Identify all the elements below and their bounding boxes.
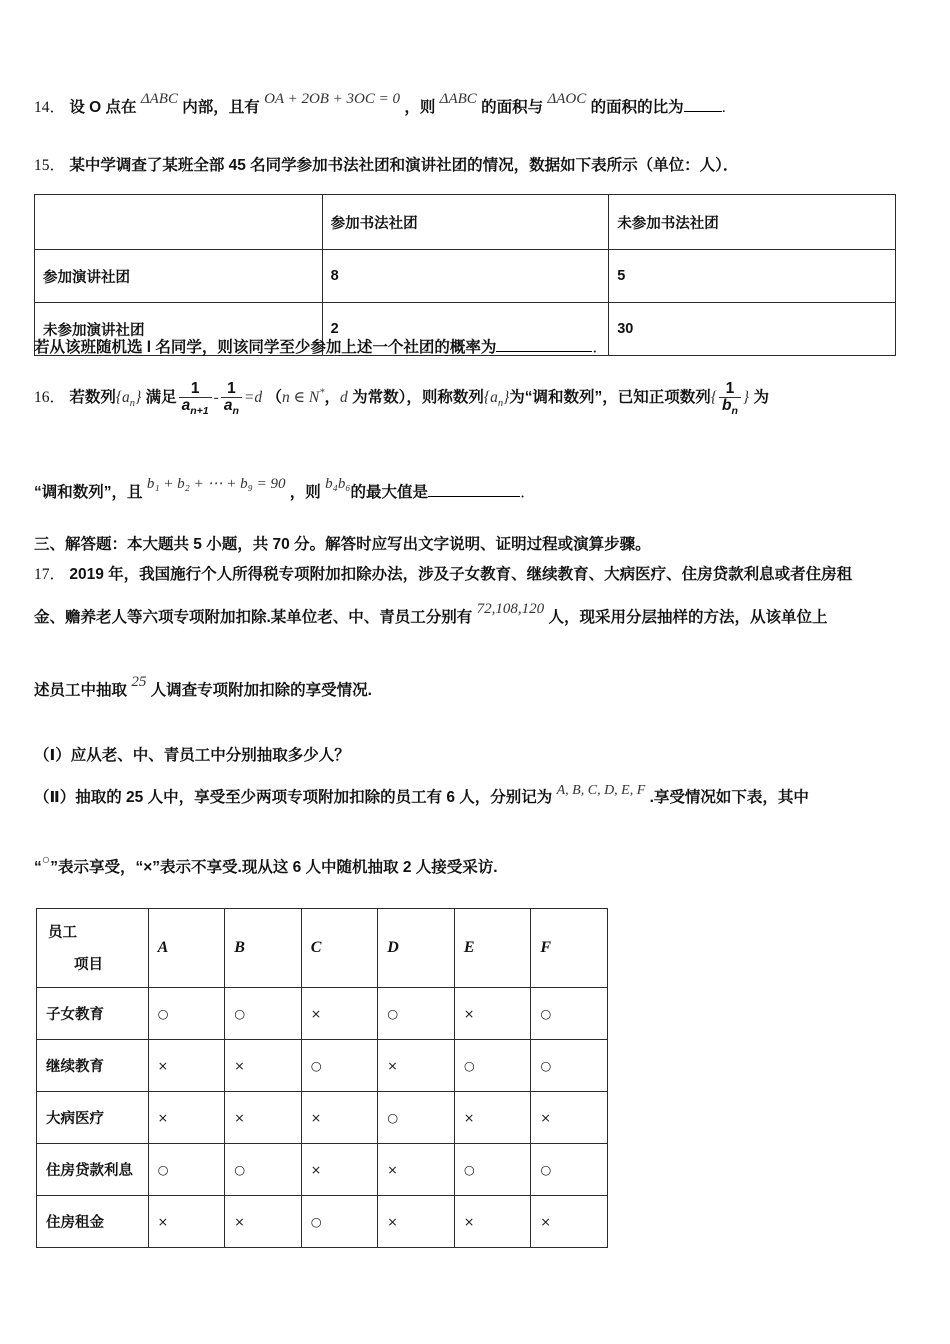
table-cell-mark: ×: [225, 1040, 302, 1092]
table-cell-mark: ×: [531, 1196, 608, 1248]
legend-text: ”表示享受，“×”表示不享受.现从这 6 人中随机抽取 2 人接受采访.: [50, 859, 498, 876]
table-cell-mark: ○: [454, 1040, 531, 1092]
question-17-text-line-1: 2019 年，我国施行个人所得税专项附加扣除办法，涉及子女教育、继续教育、大病医疗、住房贷款利息或者住房租: [69, 566, 853, 583]
table-row: [35, 250, 896, 303]
question-16-text-3: （: [266, 388, 282, 406]
table-header-e: E: [454, 909, 531, 988]
question-16-fraction-1: [179, 381, 212, 417]
corner-diagonal-labels: [46, 917, 139, 979]
table-cell-value: 8: [322, 250, 609, 303]
corner-label-item: 项目: [74, 957, 103, 973]
fraction-denominator: [179, 398, 212, 417]
question-16-text-2: 满足: [145, 388, 177, 406]
table-cell-mark: ×: [301, 1092, 378, 1144]
question-16-number: 16．: [34, 388, 66, 406]
question-15-stem: [34, 154, 918, 177]
row-label-child-education: 子女教育: [37, 988, 149, 1040]
table-header-calligraphy-no: 未参加书法社团: [609, 195, 896, 250]
fraction-denominator: [719, 398, 741, 417]
question-15-text: 某中学调查了某班全部 45 名同学参加书法社团和演讲社团的情况，数据如下表所示（单位：人）．: [69, 157, 739, 174]
question-14-math-triangle-abc-2: ΔABC: [439, 91, 477, 107]
table-cell-mark: ×: [454, 988, 531, 1040]
table-cell-mark: ×: [301, 988, 378, 1040]
question-17-number: 17．: [34, 566, 66, 583]
table-cell-value: 5: [609, 250, 896, 303]
table-header-calligraphy-yes: 参加书法社团: [322, 195, 609, 250]
question-14-number: 14．: [34, 99, 66, 116]
question-16-n-in-n: n ∈ N: [281, 388, 320, 406]
denominator-base: a: [181, 397, 191, 415]
table-cell-mark: ○: [531, 1040, 608, 1092]
table-cell-mark: ○: [531, 1144, 608, 1196]
table-cell-mark: ○: [301, 1040, 378, 1092]
table-cell-mark: ×: [454, 1092, 531, 1144]
table-cell-mark: ○: [225, 1144, 302, 1196]
question-17-legend: [34, 853, 918, 879]
row-label-housing-loan-interest: 住房贷款利息: [37, 1144, 149, 1196]
row-label-continuing-education: 继续教育: [37, 1040, 149, 1092]
question-17-employee-counts: 72,108,120: [476, 601, 545, 617]
table-cell-mark: ×: [531, 1092, 608, 1144]
question-16-seq-a-close: }: [135, 388, 142, 406]
question-14-math-triangle-abc: ΔABC: [140, 91, 178, 107]
table-cell-mark: ×: [454, 1196, 531, 1248]
question-14-text-5: 的面积的比为: [590, 99, 684, 116]
table-cell-mark: ×: [378, 1040, 455, 1092]
question-16-line-2: [34, 476, 918, 505]
fraction-numerator: 1: [221, 381, 242, 398]
table-corner-cell: [37, 909, 149, 988]
question-17-sample-size: 25: [131, 674, 147, 690]
table-row: [37, 1092, 608, 1144]
question-17-text-line-2a: 金、赡养老人等六项专项附加扣除.某单位老、中、青员工分别有: [34, 609, 473, 626]
question-17-part-1-text: （Ⅰ）应从老、中、青员工中分别抽取多少人？: [34, 747, 350, 764]
question-17-text-line-3a: 述员工中抽取: [34, 682, 128, 699]
question-16-seq-a2-sub: n: [497, 397, 504, 409]
question-16-seq-a2-open: {a: [483, 388, 498, 406]
question-16-line2-text-1: “调和数列”，且: [34, 484, 143, 501]
question-16-text-6: 为“调和数列”，已知正项数列: [509, 388, 711, 406]
question-17-part-2-text-b: .享受情况如下表，其中: [649, 789, 809, 806]
denominator-subscript: n: [731, 405, 738, 418]
section-3-heading: [34, 533, 918, 556]
fraction-numerator: 1: [179, 381, 212, 398]
question-16-sum-equation: b₁ + b₂ + ⋯ + b₉ = 90: [146, 476, 286, 492]
table-cell-mark: ×: [378, 1196, 455, 1248]
table-corner-cell: [35, 195, 323, 250]
table-cell-value: 30: [609, 303, 896, 356]
table-cell-mark: ×: [378, 1144, 455, 1196]
question-16-period: ．: [520, 484, 536, 501]
question-14: [34, 91, 918, 120]
table-header-d: D: [378, 909, 455, 988]
question-16-fraction-b: [719, 381, 741, 417]
table-row: [37, 1196, 608, 1248]
question-16-line2-text-3: 的最大值是: [350, 484, 429, 501]
question-16-fraction-2: [221, 381, 242, 417]
question-16-const-d: d: [340, 388, 348, 406]
question-15-period: ．: [592, 339, 608, 356]
table-cell-mark: ×: [148, 1092, 225, 1144]
question-15-followup-text: 若从该班随机选 l 名同学，则该同学至少参加上述一个社团的概率为: [34, 339, 497, 356]
table-cell-mark: ○: [378, 988, 455, 1040]
table-cell-mark: ×: [301, 1144, 378, 1196]
table-cell-mark: ○: [225, 988, 302, 1040]
question-17-text-line-3b: 人调查专项附加扣除的享受情况.: [150, 682, 372, 699]
section-3-heading-text: 三、解答题：本大题共 5 小题，共 70 分。解答时应写出文字说明、证明过程或演算步骤。: [34, 536, 651, 553]
question-16-equals-d: =d: [243, 388, 263, 406]
question-14-period: .: [721, 99, 726, 116]
question-16-text-7: 为: [753, 388, 769, 406]
denominator-subscript: n: [232, 405, 239, 418]
table-cell-value: 2: [322, 303, 609, 356]
deduction-matrix-table: [36, 908, 608, 1248]
question-16-n-star: *: [319, 387, 325, 399]
question-16-answer-blank[interactable]: [428, 496, 520, 497]
question-16-product-b4b6: b₄b₆: [325, 476, 351, 492]
denominator-subscript: n+1: [190, 405, 209, 418]
table-header-row: [35, 195, 896, 250]
table-row-label-speech-yes: 参加演讲社团: [35, 250, 323, 303]
question-15-answer-blank[interactable]: [496, 351, 592, 352]
question-16-minus-sign: -: [213, 388, 219, 406]
question-14-math-triangle-aoc: ΔAOC: [547, 91, 587, 107]
table-header-a: A: [148, 909, 225, 988]
question-17-table-wrapper: [36, 908, 610, 1248]
question-16-seq-b-close-brace: }: [742, 388, 750, 406]
table-cell-mark: ○: [378, 1092, 455, 1144]
question-16-line-1: [34, 381, 918, 417]
question-16-text-1: 若数列: [69, 388, 116, 406]
question-16-seq-a-open: {a: [115, 388, 130, 406]
question-16-text-4: ，: [324, 388, 341, 406]
table-header-b: B: [225, 909, 302, 988]
question-17-text-line-2b: 人，现采用分层抽样的方法，从该单位上: [548, 609, 828, 626]
question-15-table-wrapper: [34, 194, 896, 356]
table-cell-mark: ○: [148, 1144, 225, 1196]
question-15-followup: [34, 336, 918, 359]
table-header-c: C: [301, 909, 378, 988]
fraction-denominator: [221, 398, 242, 417]
question-17-part-2-text-a: （Ⅱ）抽取的 25 人中，享受至少两项专项附加扣除的员工有 6 人，分别记为: [34, 789, 553, 806]
denominator-base: b: [722, 397, 732, 415]
table-cell-mark: ○: [454, 1144, 531, 1196]
fraction-numerator: 1: [719, 381, 741, 398]
question-17-line-2: [34, 601, 918, 630]
question-14-answer-blank[interactable]: [684, 111, 722, 112]
question-14-text-3: ，则: [404, 99, 436, 116]
legend-quote-open: “: [34, 859, 42, 876]
table-cell-mark: ×: [225, 1196, 302, 1248]
table-cell-mark: ×: [148, 1196, 225, 1248]
question-14-text-4: 的面积与: [481, 99, 544, 116]
row-label-housing-rent: 住房租金: [37, 1196, 149, 1248]
question-17-part-2: [34, 783, 918, 809]
table-cell-mark: ×: [148, 1040, 225, 1092]
question-17-part-1: [34, 744, 918, 767]
table-cell-mark: ○: [148, 988, 225, 1040]
question-14-text-1: 设 O 点在: [69, 99, 137, 116]
table-cell-mark: ○: [301, 1196, 378, 1248]
table-row: [37, 988, 608, 1040]
question-14-math-vector-equation: OA + 2OB + 3OC = 0: [264, 91, 401, 107]
question-17-line-1: [34, 563, 918, 586]
table-row: [37, 1040, 608, 1092]
question-16-text-5: 为常数），则称数列: [352, 388, 484, 406]
question-15-number: 15．: [34, 157, 66, 174]
question-14-text-2: 内部，且有: [182, 99, 260, 116]
question-17-labels-abcdef: A, B, C, D, E, F: [556, 783, 646, 798]
table-row: [37, 1144, 608, 1196]
table-header-f: F: [531, 909, 608, 988]
row-label-serious-illness: 大病医疗: [37, 1092, 149, 1144]
table-cell-mark: ×: [225, 1092, 302, 1144]
club-participation-table: [34, 194, 896, 356]
corner-label-employee: 员工: [48, 925, 77, 941]
denominator-base: a: [223, 397, 233, 415]
table-header-row: [37, 909, 608, 988]
circle-icon: ○: [41, 853, 51, 868]
question-16-seq-b-open-brace: {: [710, 388, 718, 406]
table-cell-mark: ○: [531, 988, 608, 1040]
question-16-line2-text-2: ，则: [289, 484, 321, 501]
question-17-line-3: [34, 674, 918, 703]
question-16-seq-a2-close: }: [503, 388, 510, 406]
question-16-seq-a-sub: n: [129, 397, 136, 409]
table-row-label-speech-no: 未参加演讲社团: [35, 303, 323, 356]
